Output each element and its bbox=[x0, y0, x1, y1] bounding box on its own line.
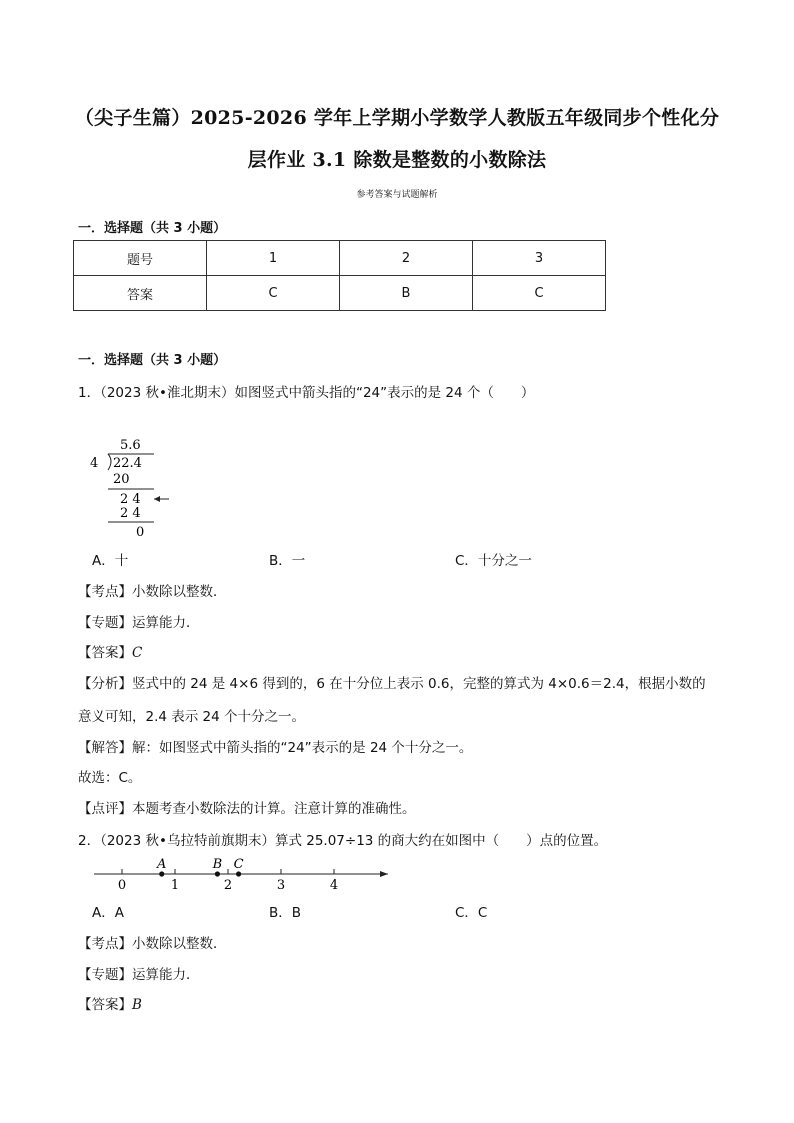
daan-tag: 【答案】 bbox=[78, 645, 132, 661]
division-quotient: 5.6 bbox=[120, 438, 141, 453]
section-heading-2: 一．选择题（共 3 小题） bbox=[78, 353, 227, 368]
number-line-point bbox=[236, 871, 241, 876]
division-step-2: 2 4 bbox=[120, 492, 141, 507]
section-heading-1: 一．选择题（共 3 小题） bbox=[78, 221, 227, 236]
question-1-option-a: A．十 bbox=[92, 553, 129, 569]
table-cell: B bbox=[340, 276, 473, 311]
number-line-point-label: C bbox=[233, 857, 244, 872]
fenxi-tag: 【分析】 bbox=[78, 676, 132, 692]
zhuanti-tag: 【专题】 bbox=[78, 615, 132, 631]
zhuanti-text: 运算能力． bbox=[132, 967, 200, 983]
arrow-left-icon bbox=[154, 496, 169, 502]
question-2-option-c: C．C bbox=[455, 905, 488, 921]
question-2-kaodian bbox=[78, 932, 227, 952]
division-divisor: 4 bbox=[90, 456, 99, 471]
number-line-figure bbox=[90, 853, 400, 893]
number-line-point-label: A bbox=[157, 857, 167, 872]
question-1-analysis-line-1 bbox=[78, 672, 706, 692]
daan-text: B bbox=[132, 997, 142, 1013]
dianping-tag: 【点评】 bbox=[78, 801, 132, 817]
zhuanti-tag: 【专题】 bbox=[78, 967, 132, 983]
answer-table bbox=[73, 240, 606, 311]
question-2-answer bbox=[78, 993, 142, 1013]
table-row bbox=[74, 241, 606, 276]
kaodian-tag: 【考点】 bbox=[78, 584, 132, 600]
question-2-zhuanti bbox=[78, 963, 200, 983]
question-1-zhuanti bbox=[78, 611, 200, 631]
number-line-tick-label: 4 bbox=[329, 878, 339, 893]
question-1-comment bbox=[78, 797, 416, 817]
zhuanti-text: 运算能力． bbox=[132, 615, 200, 631]
dianping-text: 本题考查小数除法的计算。注意计算的准确性。 bbox=[132, 801, 416, 817]
question-1-stem: 1．（2023 秋•淮北期末）如图竖式中箭头指的“24”表示的是 24 个（ ） bbox=[78, 385, 535, 401]
table-cell: 答案 bbox=[74, 276, 207, 311]
number-line-point bbox=[159, 871, 164, 876]
number-line-point-label: B bbox=[212, 857, 223, 872]
number-line-tick-label: 0 bbox=[117, 878, 127, 893]
fenxi-text-1: 竖式中的 24 是 4×6 得到的，6 在十分位上表示 0.6，完整的算式为 4×0.6＝2.4，根据小数的 bbox=[132, 676, 706, 692]
axis-arrow-icon bbox=[380, 871, 388, 877]
question-1-solution bbox=[78, 736, 472, 756]
table-cell: 2 bbox=[340, 241, 473, 276]
question-1-option-c: C．十分之一 bbox=[455, 553, 532, 569]
kaodian-text: 小数除以整数． bbox=[132, 584, 227, 600]
question-2-stem: 2．（2023 秋•乌拉特前旗期末）算式 25.07÷13 的商大约在如图中（ ）点的位置。 bbox=[78, 833, 608, 849]
jieda-tag: 【解答】 bbox=[78, 740, 132, 756]
jieda-text: 解：如图竖式中箭头指的“24”表示的是 24 个十分之一。 bbox=[132, 740, 473, 756]
number-line-tick-label: 1 bbox=[170, 878, 180, 893]
question-1-kaodian bbox=[78, 580, 227, 600]
question-1-option-b: B．一 bbox=[269, 553, 306, 569]
daan-tag: 【答案】 bbox=[78, 997, 132, 1013]
daan-text: C bbox=[132, 645, 143, 661]
table-cell: C bbox=[473, 276, 606, 311]
table-cell: 题号 bbox=[74, 241, 207, 276]
table-row bbox=[74, 276, 606, 311]
question-2-option-b: B．B bbox=[269, 905, 302, 921]
number-line-tick-label: 3 bbox=[276, 878, 286, 893]
table-cell: 3 bbox=[473, 241, 606, 276]
division-dividend: 22.4 bbox=[113, 456, 142, 471]
division-remainder: 0 bbox=[136, 525, 145, 540]
question-2-option-a: A．A bbox=[92, 905, 124, 921]
question-1-answer bbox=[78, 641, 142, 661]
division-step-3: 2 4 bbox=[120, 506, 141, 521]
number-line-tick-label: 2 bbox=[223, 878, 233, 893]
table-cell: C bbox=[207, 276, 340, 311]
number-line-point bbox=[215, 871, 220, 876]
table-cell: 1 bbox=[207, 241, 340, 276]
division-step-1: 20 bbox=[113, 472, 130, 487]
doc-title-line-2: 层作业 3.1 除数是整数的小数除法 bbox=[247, 149, 547, 171]
kaodian-text: 小数除以整数． bbox=[132, 936, 227, 952]
kaodian-tag: 【考点】 bbox=[78, 936, 132, 952]
question-1-choice: 故选：C。 bbox=[78, 770, 142, 786]
doc-title-line-1: （尖子生篇）2025-2026 学年上学期小学数学人教版五年级同步个性化分 bbox=[74, 107, 720, 129]
question-1-analysis-line-2: 意义可知，2.4 表示 24 个十分之一。 bbox=[78, 709, 306, 725]
long-division-figure bbox=[86, 432, 206, 542]
doc-subtitle: 参考答案与试题解析 bbox=[356, 190, 438, 200]
